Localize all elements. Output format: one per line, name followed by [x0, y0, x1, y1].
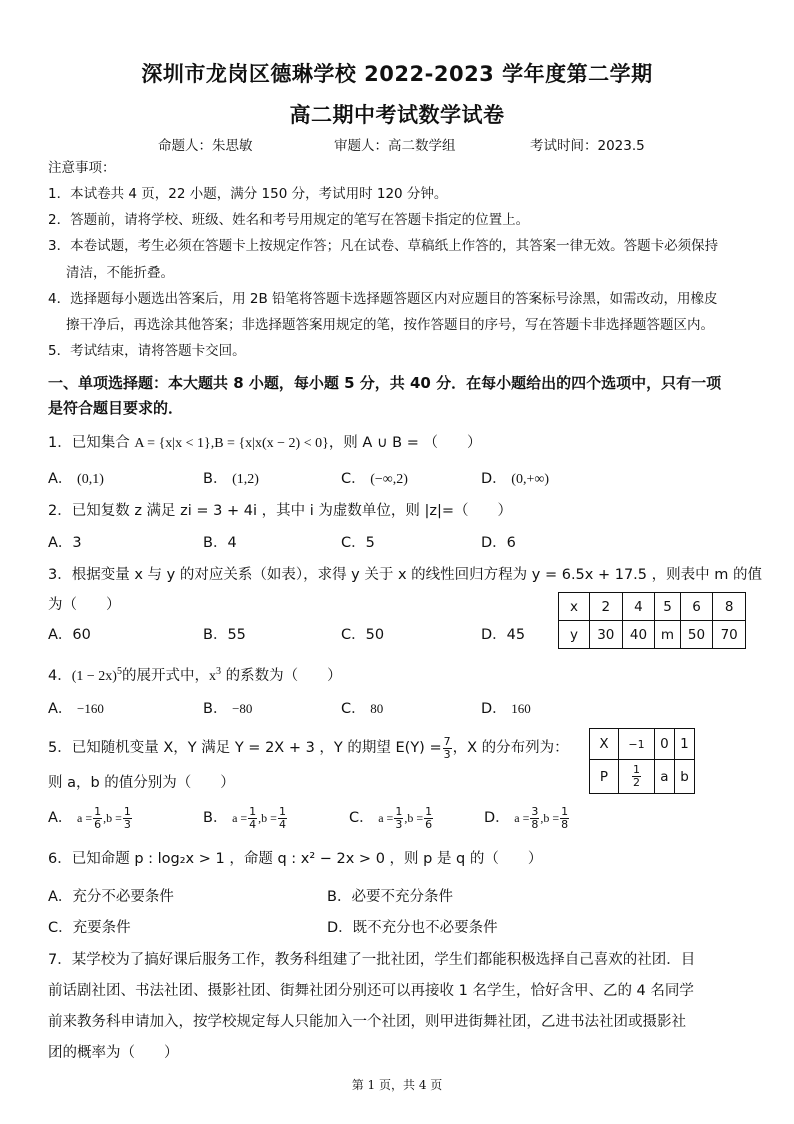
q1-separator: ,: [210, 436, 215, 451]
q1-option-d: D． (0,+∞): [481, 471, 549, 487]
section-heading-line2: 是符合题目要求的．: [48, 399, 184, 417]
q4-option-b: B． −80: [203, 701, 253, 717]
q2-option-c: C．5: [341, 535, 375, 551]
q5-option-d: D． a = $\frac{3}{8}$ ,b = $\frac{1}{8}$: [484, 804, 569, 831]
note-item: 5．考试结束，请将答题卡交回。: [48, 343, 246, 359]
table-cell: x: [559, 593, 590, 621]
question-6: 6．已知命题 p : log₂x > 1 ，命题 q : x² − 2x > 0 ，则 p 是 q 的（ ）: [48, 851, 543, 867]
question-1: [48, 430, 482, 457]
q5-option-b: B． a = $\frac{1}{4}$ ,b = $\frac{1}{4}$: [203, 804, 286, 831]
question-2: 2．已知复数 z 满足 zi = 3 + 4i ，其中 i 为虚数单位，则 |z|=（ ）: [48, 503, 513, 519]
table-cell: 40: [622, 621, 655, 649]
table-cell: a: [654, 760, 674, 794]
question-7-line: 前话剧社团、书法社团、摄影社团、街舞社团分别还可以再接收 1 名学生，恰好含甲、乙的 4 名同学: [48, 983, 694, 999]
q1-set-a: A = {x|x < 1}: [134, 436, 211, 451]
question-5-line2: 则 a，b 的值分别为（ ）: [48, 775, 235, 791]
table-cell: 1: [674, 729, 694, 760]
question-5: 5．已知随机变量 X，Y 满足 Y = 2X + 3 ，Y 的期望 E(Y) = $\frac{7}{3}$ ，X 的分布列为：: [48, 734, 569, 761]
note-item: 4．选择题每小题选出答案后，用 2B 铅笔将答题卡选择题答题区内对应题目的答案标号涂黑，如需改动，用橡皮: [48, 291, 718, 307]
table-row: [559, 621, 746, 649]
q4-option-d: D． 160: [481, 701, 531, 717]
note-item: 2．答题前，请将学校、班级、姓名和考号用规定的笔写在答题卡指定的位置上。: [48, 212, 530, 228]
table-cell: 5: [655, 593, 680, 621]
exam-time: 考试时间：2023.5: [530, 138, 645, 154]
notes-heading: 注意事项：: [48, 160, 116, 176]
note-item: 清洁，不能折叠。: [66, 265, 174, 281]
table-cell: 8: [713, 593, 746, 621]
q3-option-a: A．60: [48, 627, 91, 643]
author: 命题人：朱思敏: [158, 138, 253, 154]
q6-option-d: D．既不充分也不必要条件: [327, 920, 498, 936]
table-row: [590, 760, 695, 794]
q3-option-d: D．45: [481, 627, 526, 643]
table-cell: X: [590, 729, 619, 760]
table-cell: m: [655, 621, 680, 649]
q1-option-c: C． (−∞,2): [341, 471, 408, 487]
note-item: 1．本试卷共 4 页，22 小题，满分 150 分，考试用时 120 分钟。: [48, 186, 448, 202]
q6-option-b: B．必要不充分条件: [327, 889, 453, 905]
question-7-line: 7．某学校为了搞好课后服务工作，教务科组建了一批社团，学生们都能积极选择自己喜欢的社团．目: [48, 952, 696, 968]
q2-option-b: B．4: [203, 535, 237, 551]
question-7-line: 前来教务科申请加入，按学校规定每人只能加入一个社团，则甲进街舞社团，乙进书法社团或摄影社: [48, 1014, 686, 1030]
exam-title-line2: 高二期中考试数学试卷: [289, 103, 505, 127]
page-footer: 第 1 页，共 4 页: [351, 1078, 443, 1092]
table-cell: 70: [713, 621, 746, 649]
q4-option-c: C． 80: [341, 701, 384, 717]
table-cell: 4: [622, 593, 655, 621]
table-row: [559, 593, 746, 621]
note-item: 3．本卷试题，考生必须在答题卡上按规定作答；凡在试卷、草稿纸上作答的，其答案一律无效。答题卡必须保持: [48, 238, 719, 254]
table-cell: 50: [680, 621, 713, 649]
q1-option-a: A． (0,1): [48, 471, 104, 487]
table-cell: 0: [654, 729, 674, 760]
question-7-line: 团的概率为（ ）: [48, 1045, 179, 1061]
q6-option-c: C．充要条件: [48, 920, 131, 936]
table-cell: −1: [619, 729, 655, 760]
question-4: 4．$(1 - 2x)^5$的展开式中，$x^3$ 的系数为（ ）: [48, 666, 342, 684]
note-item: 擦干净后，再选涂其他答案；非选择题答案用规定的笔，按作答题目的序号，写在答题卡非选择题答题区内。: [66, 317, 714, 333]
table-cell: P: [590, 760, 619, 794]
q3-option-c: C．50: [341, 627, 385, 643]
question-3-line1: 3．根据变量 x 与 y 的对应关系（如表），求得 y 关于 x 的线性回归方程为 y = 6.5x + 17.5 ，则表中 m 的值: [48, 567, 762, 583]
section-heading-line1: 一、单项选择题：本大题共 8 小题，每小题 5 分，共 40 分．在每小题给出的四个选项中，只有一项: [48, 374, 722, 392]
q5-distribution-table: [589, 728, 695, 794]
q5-option-c: C． a = $\frac{1}{3}$ ,b = $\frac{1}{6}$: [349, 804, 433, 831]
table-cell: 2: [590, 593, 623, 621]
q4-option-a: A． −160: [48, 701, 104, 717]
q6-option-a: A．充分不必要条件: [48, 889, 174, 905]
q3-option-b: B．55: [203, 627, 246, 643]
q3-data-table: [558, 592, 746, 649]
q1-set-b: B = {x|x(x − 2) < 0}: [214, 436, 329, 451]
question-3-line2: 为（ ）: [48, 597, 121, 613]
table-cell: 6: [680, 593, 713, 621]
exam-title-line1: 深圳市龙岗区德琳学校 2022-2023 学年度第二学期: [141, 62, 653, 86]
table-row: [590, 729, 695, 760]
q2-option-d: D．6: [481, 535, 516, 551]
q1-suffix: ，则 A ∪ B = （ ）: [328, 435, 482, 451]
reviewer: 审题人：高二数学组: [334, 138, 456, 154]
table-cell: 30: [590, 621, 623, 649]
table-cell: $\frac{1}{2}$: [619, 760, 655, 794]
q2-option-a: A．3: [48, 535, 82, 551]
q5-option-a: A． a = $\frac{1}{6}$ ,b = $\frac{1}{3}$: [48, 804, 131, 831]
q1-prefix: 1．已知集合: [48, 435, 135, 451]
table-cell: b: [674, 760, 694, 794]
q1-option-b: B． (1,2): [203, 471, 259, 487]
table-cell: y: [559, 621, 590, 649]
